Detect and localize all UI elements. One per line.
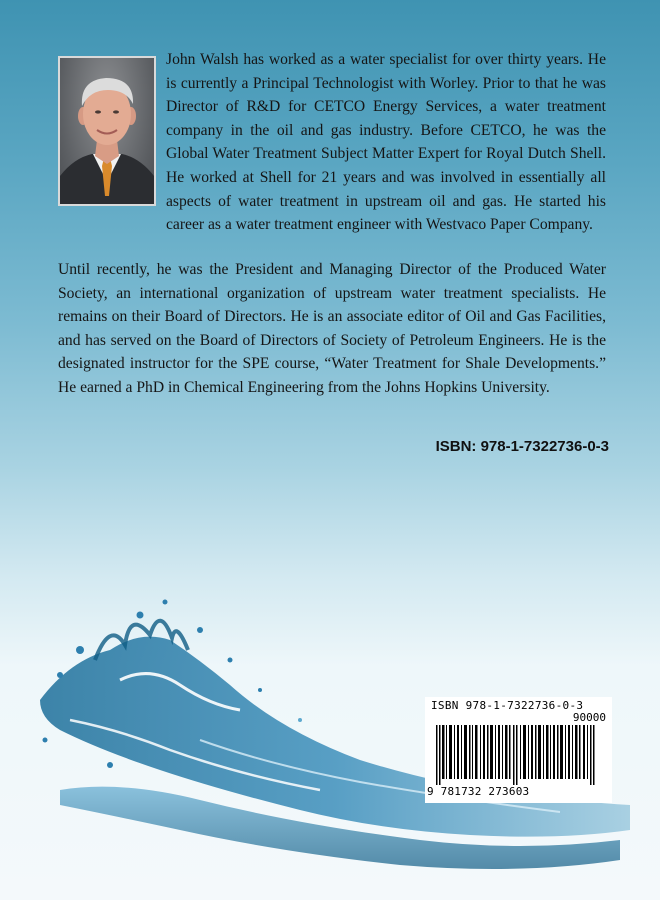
barcode-label (425, 697, 612, 803)
isbn-label: ISBN: 978-1-7322736-0-3 (435, 438, 609, 455)
barcode-number: 9 781732 273603 (427, 785, 530, 798)
author-bio-paragraph-2: Until recently, he was the President and Managing Director of the Produced Water Society, an international organization of upstream water treatment specialists. He remains on their Board of Directors. He is an associate editor of Oil and Gas Facilities, and has served on the Board of Directors of Society of Petroleum Engineers. He is the designated instructor for the SPE course, “Water Treatment for Shale Developments.” He earned a PhD in Chemical Engineering from the Johns Hopkins University. (58, 261, 606, 396)
author-bio-paragraph-1: John Walsh has worked as a water specialist for over thirty years. He is currently a Principal Technologist with Worley. Prior to that he was Director of R&D for CETCO Energy Services, a water treatment company in the oil and gas industry. Before CETCO, he was the Global Water Treatment Subject Matter Expert for Royal Dutch Shell. He worked at Shell for 21 years and was involved in essentially all aspects of water treatment in upstream oil and gas. He started his career as a water treatment engineer with Westvaco Paper Company. (166, 51, 606, 234)
author-photo (58, 56, 156, 206)
barcode-addon-number: 90000 (572, 711, 606, 724)
barcode-bars (436, 725, 602, 785)
author-portrait-image (60, 58, 154, 204)
barcode-isbn-text: ISBN 978-1-7322736-0-3 (431, 699, 584, 712)
